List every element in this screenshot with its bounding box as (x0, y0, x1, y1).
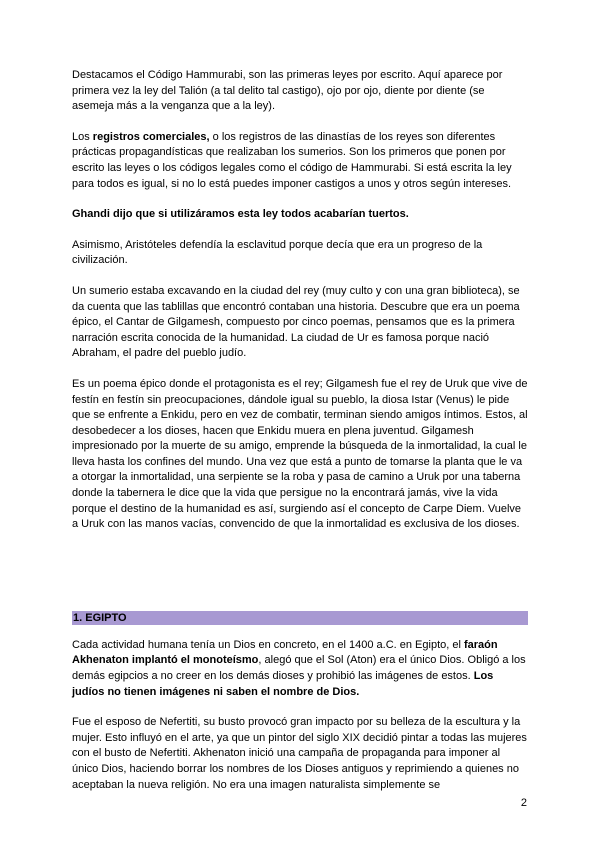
spacer (72, 548, 528, 611)
paragraph-registros-after: o los registros de las dinastías de los reyes son diferentes prácticas propagandísticas que realizaban los sumerios. Son los primeros que ponen por escrito las leyes o los códigos legales como el código de Hammurabi. Si está escrita la ley para todos es igual, si no lo está puedes imponer castigos a unos y otros según intereses. (72, 130, 512, 190)
paragraph-akhenaton-before: Cada actividad humana tenía un Dios en concreto, en el 1400 a.C. en Egipto, el (72, 638, 464, 651)
section-heading-egipto: 1. EGIPTO (72, 611, 528, 625)
paragraph-nefertiti: Fue el esposo de Nefertiti, su busto provocó gran impacto por su belleza de la escultura y la mujer. Esto influyó en el arte, ya que un pintor del siglo XIX decidió pintar a todas las mujeres con el busto de Nefertiti. Akhenaton inició una campaña de propaganda para imponer al único Dios, haciendo borrar los nombres de los Dioses antiguos y reprimiendo a quienes no aceptaban la nueva religión. No era una imagen naturalista simplemente se (72, 716, 527, 791)
paragraph-sumerio: Un sumerio estaba excavando en la ciudad del rey (muy culto y con una gran biblioteca), se da cuenta que las tablillas que encontró contaban una historia. Descubre que era un poema épico, el Cantar de Gilgamesh, compuesto por cinco poemas, pensamos que es la primera narración escrita conocida de la humanidad. La ciudad de Ur es famosa porque nació Abraham, el padre del pueblo judío. (72, 284, 520, 360)
paragraph-aristoteles: Asimismo, Aristóteles defendía la esclavitud porque decía que era un progreso de la civilización. (72, 238, 483, 267)
paragraph-gilgamesh: Es un poema épico donde el protagonista es el rey; Gilgamesh fue el rey de Uruk que vive de festín en festín sin preocupaciones, dándole igual su pueblo, la diosa Istar (Venus) le pide que se enfrente a Enkidu, pero en vez de combatir, terminan siendo amigos íntimos. Estos, al desobedecer a los dioses, hacen que Enkidu muera en plena juventud. Gilgamesh impresionado por la muerte de su amigo, emprende la búsqueda de la inmortalidad, la cual le lleva hasta los confines del mundo. Una vez que está a punto de tomarse la planta que le va a otorgar la inmortalidad, una serpiente se la roba y pasa de camino a Uruk por una taberna donde la tabernera le dice que la vida que persigue no la encontrará jamás, vive la vida porque el destino de la humanidad es así, surgiendo así el concepto de Carpe Diem. Vuelve a Uruk con las manos vacías, convencido de que la inmortalidad es exclusiva de los dioses. (72, 377, 528, 531)
page-content (72, 68, 528, 808)
paragraph-registros-before: Los (72, 130, 93, 143)
paragraph-akhenaton-middle: , alegó que el Sol (Aton) era el único Dios. Obligó a los demás egipcios a no creer en los demás dioses y prohibió las imágenes de estos. (72, 654, 526, 683)
paragraph-akhenaton-bold2: Los judíos no tienen imágenes ni saben el nombre de Dios. (72, 670, 494, 698)
paragraph-akhenaton-bold1: faraón Akhenaton implantó el monoteísmo (72, 638, 498, 667)
paragraph-ghandi-quote (72, 207, 528, 223)
ghandi-quote-text: Ghandi dijo que si utilizáramos esta ley todos acabarían tuertos. (72, 208, 409, 221)
paragraph-hammurabi: Destacamos el Código Hammurabi, son las primeras leyes por escrito. Aquí aparece por primera vez la ley del Talión (a tal delito tal castigo), ojo por ojo, diente por diente (se asemeja más a la venganza que a la ley). (72, 69, 503, 113)
page-number: 2 (520, 797, 527, 809)
paragraph-registros-bold: registros comerciales, (92, 130, 210, 143)
paragraph-akhenaton (72, 638, 528, 700)
paragraph-registros (72, 130, 528, 192)
